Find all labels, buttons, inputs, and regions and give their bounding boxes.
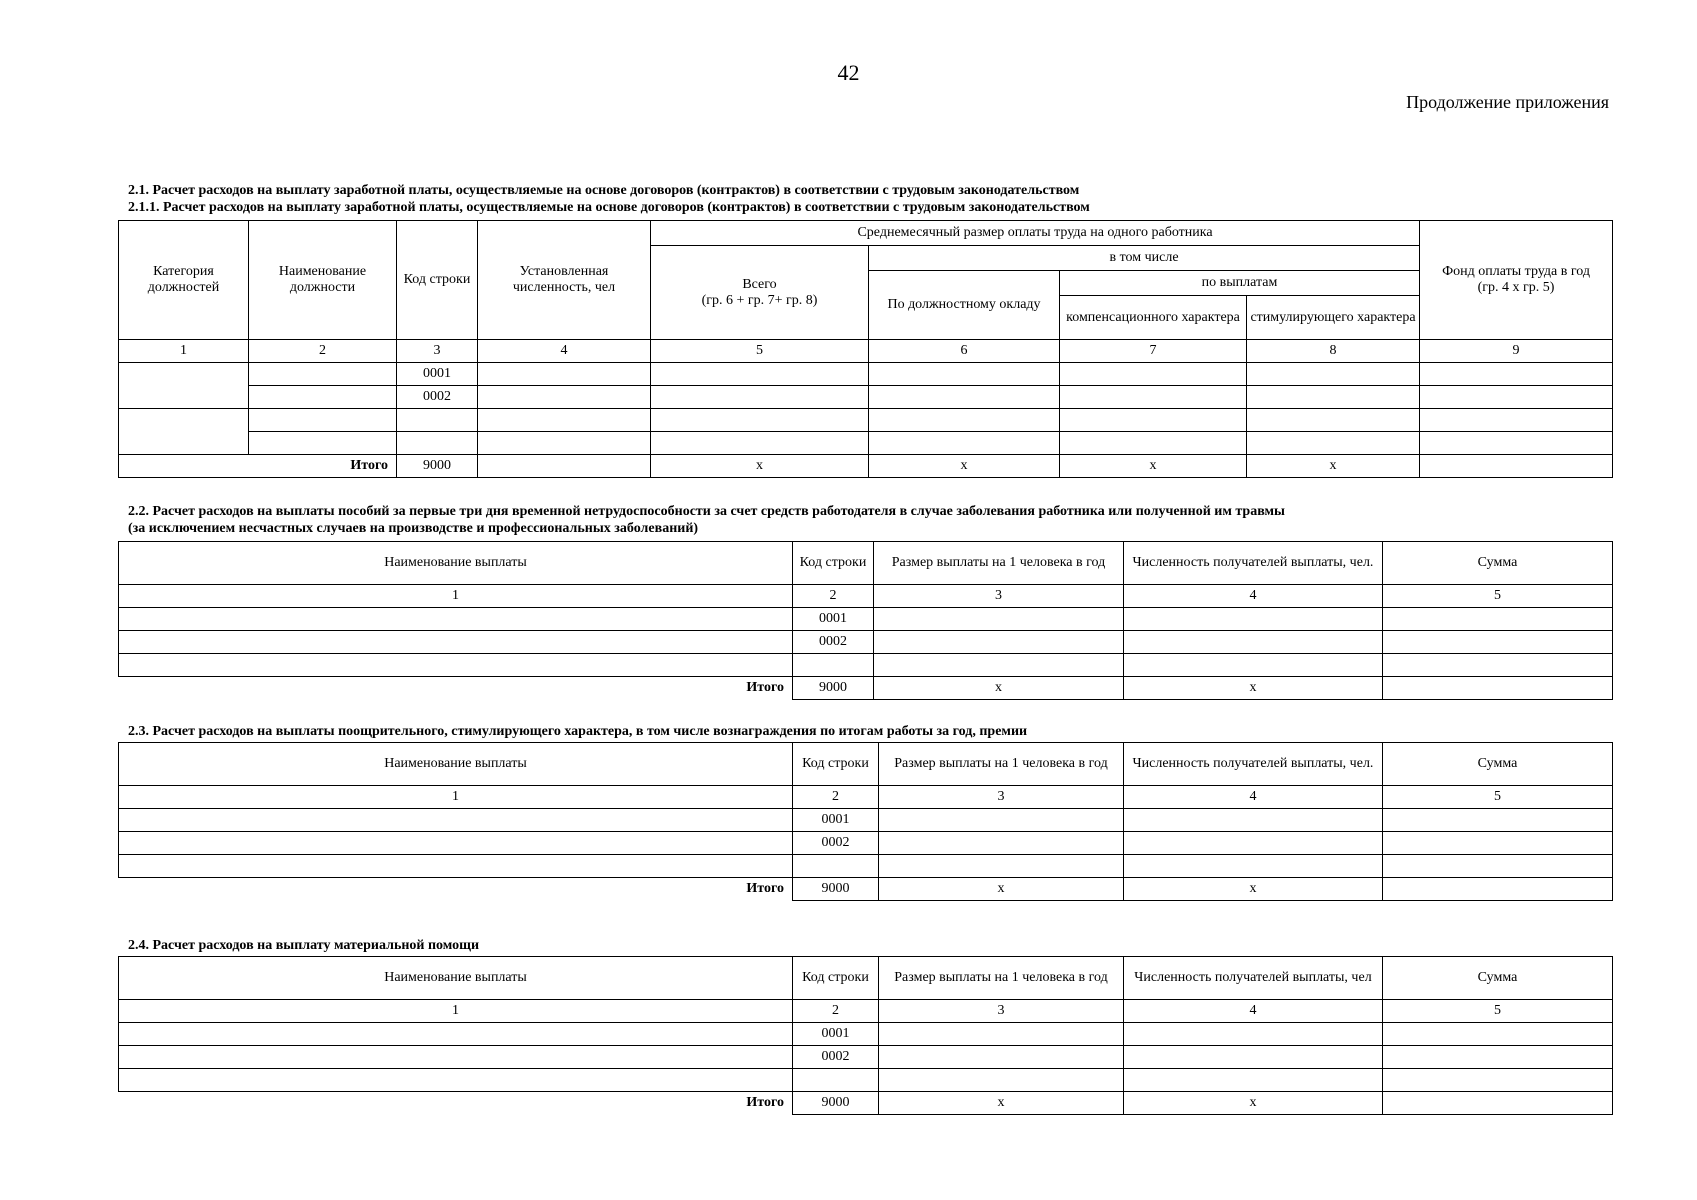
total-code: 9000: [793, 677, 874, 700]
section-2-2-subheading: (за исключением несчастных случаев на производстве и профессиональных заболеваний): [128, 521, 699, 536]
header-recipients: Численность получателей выплаты, чел.: [1124, 542, 1383, 585]
header-code: Код строки: [793, 957, 879, 1000]
header-by-salary: По должностному окладу: [869, 271, 1060, 340]
header-including: в том числе: [869, 246, 1420, 271]
row-code: 0001: [793, 809, 879, 832]
header-sum: Сумма: [1383, 542, 1613, 585]
table-row: [119, 855, 1613, 878]
table-row: [119, 631, 1613, 654]
section-2-4-heading: 2.4. Расчет расходов на выплату материальной помощи: [128, 938, 480, 953]
header-position: Наименование должности: [249, 221, 397, 340]
table-row: [119, 1023, 1613, 1046]
total-row: Итого 9000 x x: [119, 878, 1613, 901]
row-code: 0002: [397, 386, 478, 409]
header-category: Категория должностей: [119, 221, 249, 340]
column-number-row: 1 2 3 4 5: [119, 1000, 1613, 1023]
header-sum: Сумма: [1383, 957, 1613, 1000]
total-code: 9000: [793, 1092, 879, 1115]
header-amount: Размер выплаты на 1 человека в год: [874, 542, 1124, 585]
table-row: [119, 832, 1613, 855]
header-fund: Фонд оплаты труда в год (гр. 4 х гр. 5): [1420, 221, 1613, 340]
total-row: Итого 9000 x x: [119, 677, 1613, 700]
table-row: [119, 608, 1613, 631]
header-stimulating: стимулирующего характера: [1247, 296, 1420, 340]
total-label: Итого: [119, 1092, 793, 1115]
row-code: 0001: [793, 608, 874, 631]
section-2-1-1-heading: 2.1.1. Расчет расходов на выплату заработной платы, осуществляемые на основе договоров (контрактов) в соответствии с трудовым законодательством: [128, 200, 1090, 215]
header-code: Код строки: [397, 221, 478, 340]
total-label: Итого: [119, 878, 793, 901]
table-row: [119, 809, 1613, 832]
table-row: [119, 409, 1613, 432]
header-recipients: Численность получателей выплаты, чел: [1124, 957, 1383, 1000]
header-recipients: Численность получателей выплаты, чел.: [1124, 743, 1383, 786]
header-by-payments: по выплатам: [1060, 271, 1420, 296]
table-row: [119, 1046, 1613, 1069]
row-code: 0002: [793, 1046, 879, 1069]
column-number-row: 1 2 3 4 5: [119, 786, 1613, 809]
salary-table: [118, 220, 1613, 478]
header-compensatory: компенсационного характера: [1060, 296, 1247, 340]
header-amount: Размер выплаты на 1 человека в год: [879, 957, 1124, 1000]
header-headcount: Установленная численность, чел: [478, 221, 651, 340]
column-number-row: 1 2 3 4 5 6 7 8 9: [119, 340, 1613, 363]
header-amount: Размер выплаты на 1 человека в год: [879, 743, 1124, 786]
section-2-2-heading: 2.2. Расчет расходов на выплаты пособий за первые три дня временной нетрудоспособности за счет средств работодателя в случае заболевания работника или полученной им травмы: [128, 504, 1285, 519]
header-name: Наименование выплаты: [119, 957, 793, 1000]
column-number-row: 1 2 3 4 5: [119, 585, 1613, 608]
total-row: Итого 9000 x x x x: [119, 455, 1613, 478]
header-total: Всего (гр. 6 + гр. 7+ гр. 8): [651, 246, 869, 340]
total-code: 9000: [397, 455, 478, 478]
sick-leave-table: [118, 541, 1613, 700]
row-code: 0001: [793, 1023, 879, 1046]
header-code: Код строки: [793, 542, 874, 585]
table-row: [119, 363, 1613, 386]
table-row: [119, 1069, 1613, 1092]
section-2-3-heading: 2.3. Расчет расходов на выплаты поощрительного, стимулирующего характера, в том числе вознаграждения по итогам работы за год, премии: [128, 724, 1028, 739]
row-code: 0001: [397, 363, 478, 386]
material-aid-table: [118, 956, 1613, 1115]
header-name: Наименование выплаты: [119, 743, 793, 786]
total-label: Итого: [119, 677, 793, 700]
total-code: 9000: [793, 878, 879, 901]
header-avg-pay: Среднемесячный размер оплаты труда на одного работника: [651, 221, 1420, 246]
header-name: Наименование выплаты: [119, 542, 793, 585]
total-label: Итого: [119, 455, 397, 478]
header-sum: Сумма: [1383, 743, 1613, 786]
bonus-table: [118, 742, 1613, 901]
section-2-1-heading: 2.1. Расчет расходов на выплату заработной платы, осуществляемые на основе договоров (контрактов) в соответствии с трудовым законодательством: [128, 183, 1080, 198]
total-row: Итого 9000 x x: [119, 1092, 1613, 1115]
table-row: [119, 654, 1613, 677]
page-number: 42: [837, 60, 860, 85]
row-code: 0002: [793, 832, 879, 855]
table-row: [119, 432, 1613, 455]
continuation-label: Продолжение приложения: [1406, 92, 1609, 112]
table-row: [119, 386, 1613, 409]
header-code: Код строки: [793, 743, 879, 786]
row-code: 0002: [793, 631, 874, 654]
